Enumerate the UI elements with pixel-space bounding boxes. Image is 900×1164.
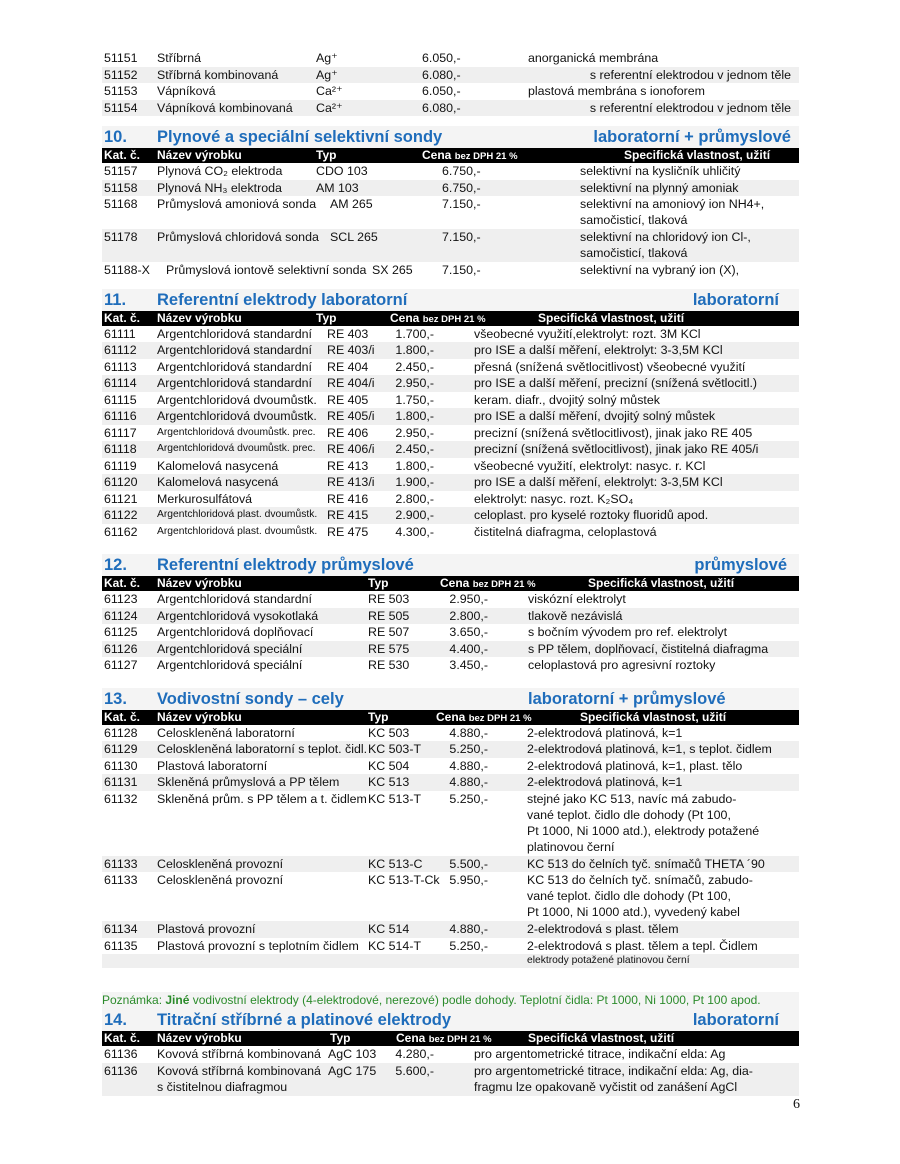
cell-spec: KC 513 do čelních tyč. snímačů, zabudo- vané teplot. čidlo dle dohody (Pt 100, Pt 1000, Ni 1000 atd.), vyvedený kabel (527, 873, 753, 919)
cell-kat: 61136 (104, 1063, 138, 1078)
cell-typ: RE 416 (327, 491, 369, 506)
table-row (102, 774, 799, 791)
table-row (102, 100, 799, 117)
cell-name: Kovová stříbrná kombinovaná (157, 1047, 321, 1061)
cell-name: Plastová laboratorní (157, 758, 268, 773)
cell-typ: RE 406/i (327, 442, 375, 456)
cell-spec: 2-elektrodová platinová, k=1 (527, 725, 683, 740)
cell-cena: 2.950,- (449, 592, 488, 606)
cell-cena: 1.800,- (395, 343, 434, 357)
section-title: Titrační stříbrné a platinové elektrody (157, 1011, 452, 1029)
cell-name: Argentchloridová dvoumůstk. prec. (157, 443, 316, 454)
cell-name: Argentchloridová standardní (157, 592, 312, 606)
cell-typ: Ag⁺ (316, 67, 338, 82)
cell-kat: 61119 (104, 458, 137, 473)
section-10-title (102, 126, 799, 148)
cell-spec: 2-elektrodová platinová, k=1 (527, 775, 683, 789)
section-13-extra (102, 954, 799, 968)
cell-kat: 61125 (104, 625, 138, 639)
table-row (102, 83, 799, 100)
cell-spec: tlakově nezávislá (528, 608, 623, 623)
table-row (102, 741, 799, 758)
cell-kat: 61131 (104, 775, 138, 789)
section-category: laboratorní + průmyslové (528, 689, 726, 708)
cell-kat: 61124 (104, 608, 138, 623)
cell-typ: RE 406 (327, 425, 369, 440)
cell-typ: RE 405/i (327, 409, 375, 423)
cell-typ: KC 513-T-Ck (368, 873, 440, 887)
cell-name: Plastová provozní (157, 922, 256, 936)
cell-typ: SCL 265 (330, 230, 378, 244)
cell-cena: 3.650,- (449, 625, 488, 639)
header-cena: Cena bez DPH 21 % (396, 1031, 492, 1045)
cell-typ: RE 413 (327, 458, 369, 473)
cell-spec: celoplastová pro agresivní roztoky (528, 658, 716, 672)
cell-spec: selektivní na plynný amoniak (580, 180, 739, 195)
cell-name: Plynová NH₃ elektroda (157, 180, 282, 195)
cell-spec: s referentní elektrodou v jednom těle (589, 67, 791, 82)
table-row (102, 491, 799, 508)
cell-typ: KC 513-C (368, 856, 423, 871)
cell-cena: 5.500,- (449, 856, 488, 871)
cell-kat: 61129 (104, 742, 138, 756)
cell-name: Celoskleněná laboratorní (157, 725, 295, 740)
cell-spec: s PP tělem, doplňovací, čistitelná diafragma (528, 641, 769, 656)
header-spec: Specifická vlastnost, užití (624, 148, 771, 162)
table-row (102, 408, 799, 425)
cell-cena: 2.950,- (395, 425, 434, 440)
cell-spec: viskózní elektrolyt (528, 592, 626, 606)
cell-cena: 5.600,- (395, 1063, 434, 1078)
cell-spec: 2-elektrodová s plast. tělem (527, 922, 679, 936)
cell-typ: RE 505 (368, 608, 410, 623)
cell-cena: 5.250,- (449, 791, 488, 806)
table-row (102, 624, 799, 641)
table-row (102, 163, 799, 180)
header-kat: Kat. č. (104, 148, 141, 162)
cell-spec: pro argentometrické titrace, indikační elda: Ag, dia- fragmu lze opakovaně vyčistit od zanášení AgCl (474, 1063, 753, 1094)
cell-kat: 61126 (104, 641, 138, 656)
cell-typ: KC 513 (368, 775, 410, 789)
section-category: průmyslové (694, 556, 787, 574)
cell-name: Stříbrná kombinovaná (157, 67, 279, 82)
cell-spec: selektivní na vybraný ion (X), (580, 263, 740, 277)
cell-spec: plastová membrána s ionoforem (528, 84, 705, 98)
cell-name: Argentchloridová standardní (157, 343, 312, 357)
cell-cena: 6.050,- (422, 51, 461, 65)
cell-name: Argentchloridová standardní (157, 376, 312, 390)
header-name: Název výrobku (157, 709, 242, 724)
header-typ: Typ (368, 709, 389, 724)
cell-kat: 61134 (104, 922, 138, 936)
cell-typ: RE 415 (327, 508, 369, 522)
cell-cena: 4.400,- (449, 641, 488, 656)
cell-typ: SX 265 (372, 263, 413, 277)
cell-typ: AM 103 (316, 180, 359, 195)
cell-name: Skleněná prům. s PP tělem a t. čidlem (157, 791, 367, 806)
page-number: 6 (793, 1097, 800, 1112)
header-name: Název výrobku (157, 1031, 242, 1045)
cell-kat: 61127 (104, 658, 138, 672)
table-row (102, 938, 799, 955)
section-title: Referentní elektrody průmyslové (157, 556, 414, 574)
cell-kat: 61112 (104, 343, 137, 357)
header-cena: Cena bez DPH 21 % (440, 576, 536, 590)
cell-spec: 2-elektrodová platinová, k=1, plast. tělo (527, 758, 743, 773)
cell-cena: 1.800,- (395, 409, 434, 423)
cell-spec: 2-elektrodová s plast. tělem a tepl. Čidlem (527, 938, 758, 953)
cell-kat: 61128 (104, 725, 138, 740)
header-kat: Kat. č. (104, 310, 141, 325)
cell-cena: 1.800,- (395, 458, 434, 473)
cell-cena: 4.880,- (449, 922, 488, 936)
cell-typ: CDO 103 (316, 164, 368, 178)
table-row (102, 392, 799, 409)
table-header (102, 1031, 799, 1046)
header-typ: Typ (316, 310, 337, 325)
cell-spec: selektivní na chloridový ion Cl-, samočisticí, tlaková (580, 230, 751, 260)
cell-kat: 61117 (104, 425, 137, 440)
cell-kat: 61133 (104, 856, 138, 871)
section-12-title (102, 554, 799, 576)
cell-spec: všeobecné využití,elektrolyt: rozt. 3M KCl (474, 326, 701, 341)
cell-spec: všeobecné využití, elektrolyt: nasyc. r. KCl (474, 458, 706, 473)
cell-kat: 61162 (104, 524, 138, 539)
cell-name: Argentchloridová vysokotlaká (157, 608, 319, 623)
cell-cena: 5.250,- (449, 938, 488, 953)
table-row (102, 229, 799, 262)
header-typ: Typ (330, 1031, 351, 1045)
cell-cena: 6.080,- (422, 67, 461, 82)
cell-kat: 61111 (104, 326, 136, 341)
cell-kat: 61132 (104, 791, 138, 806)
top-rows (102, 50, 799, 116)
cell-name: Vápníková kombinovaná (157, 100, 293, 115)
section-category: laboratorní (692, 290, 779, 309)
header-kat: Kat. č. (104, 576, 141, 590)
section-12-rows (102, 591, 799, 674)
cell-cena: 1.700,- (395, 326, 434, 341)
section-title: Referentní elektrody laboratorní (157, 290, 408, 309)
cell-name: Argentchloridová speciální (157, 658, 303, 672)
table-header (102, 148, 799, 163)
table-header (102, 311, 799, 326)
section-14-rows (102, 1046, 799, 1096)
cell-name: Argentchloridová doplňovací (157, 625, 314, 639)
cell-name: Plastová provozní s teplotním čidlem (157, 938, 359, 953)
cell-spec: pro argentometrické titrace, indikační elda: Ag (474, 1047, 726, 1061)
section-11-rows (102, 326, 799, 541)
header-kat: Kat. č. (104, 1031, 141, 1045)
section-14-title (102, 1009, 799, 1031)
cell-spec: pro ISE a další měření, elektrolyt: 3-3,5M KCl (474, 475, 723, 489)
cell-typ: RE 404/i (327, 376, 375, 390)
cell-typ: AgC 103 (328, 1047, 377, 1061)
note-text: vodivostní elektrody (4-elektrodové, nerezové) podle dohody. Teplotní čidla: Pt 1000, Ni 1000, Pt 100 apod. (189, 993, 761, 1007)
table-row (102, 725, 799, 742)
extra-note: elektrody potažené platinovou černí (527, 955, 690, 966)
table-row (102, 856, 799, 873)
table-row (102, 375, 799, 392)
cell-typ: RE 403/i (327, 343, 375, 357)
cell-typ: RE 403 (327, 326, 369, 341)
cell-name: Argentchloridová dvoumůstk. prec. (157, 426, 316, 438)
cell-spec: pro ISE a další měření, precizní (snížená světlocitl.) (474, 376, 758, 390)
cell-typ: Ca²⁺ (316, 84, 343, 98)
cell-spec: pro ISE a další měření, dvojitý solný můstek (474, 409, 716, 423)
table-row (102, 458, 799, 475)
header-name: Název výrobku (157, 148, 242, 162)
table-row (102, 641, 799, 658)
cell-name: Kalomelová nasycená (157, 475, 279, 489)
cell-kat: 51152 (104, 67, 138, 82)
cell-kat: 61122 (104, 508, 138, 522)
cell-kat: 51153 (104, 84, 138, 98)
table-row (102, 342, 799, 359)
cell-kat: 51151 (104, 51, 138, 65)
cell-typ: RE 503 (368, 592, 410, 606)
cell-cena: 7.150,- (442, 230, 481, 244)
cell-cena: 2.800,- (449, 608, 488, 623)
cell-cena: 1.750,- (395, 392, 434, 407)
cell-name: Argentchloridová plast. dvoumůstk. (157, 509, 318, 520)
cell-name: Skleněná průmyslová a PP tělem (157, 775, 340, 789)
header-spec: Specifická vlastnost, užití (588, 576, 735, 590)
section-number: 11. (104, 290, 127, 309)
cell-name: Stříbrná (157, 51, 202, 65)
header-typ: Typ (316, 148, 337, 162)
table-row (102, 1063, 799, 1096)
section-category: laboratorní + průmyslové (593, 128, 791, 146)
note-prefix: Poznámka: (102, 993, 166, 1007)
cell-cena: 5.250,- (449, 742, 488, 756)
cell-spec: KC 513 do čelních tyč. snímačů THETA ´90 (527, 856, 765, 871)
cell-spec: čistitelná diafragma, celoplastová (474, 524, 657, 539)
cell-name: Průmyslová amoniová sonda (157, 197, 317, 211)
table-row (102, 791, 799, 856)
table-row (102, 180, 799, 197)
cell-name: Argentchloridová dvoumůstk. (157, 392, 317, 407)
header-cena: Cena bez DPH 21 % (422, 148, 518, 162)
cell-spec: s bočním vývodem pro ref. elektrolyt (528, 625, 728, 639)
table-row (102, 872, 799, 921)
cell-kat: 61113 (104, 359, 137, 374)
header-cena: Cena bez DPH 21 % (390, 310, 486, 325)
table-row (102, 921, 799, 938)
cell-cena: 6.080,- (422, 100, 461, 115)
cell-kat: 51154 (104, 100, 138, 115)
cell-typ: Ca²⁺ (316, 100, 343, 115)
header-typ: Typ (368, 576, 389, 590)
cell-name: Kalomelová nasycená (157, 458, 279, 473)
cell-spec: 2-elektrodová platinová, k=1, s teplot. čidlem (527, 742, 772, 756)
section-title: Vodivostní sondy – cely (157, 689, 344, 708)
cell-spec: selektivní na kysličník uhličitý (580, 164, 741, 178)
table-row (102, 441, 799, 458)
section-number: 12. (104, 556, 127, 574)
cell-kat: 61133 (104, 873, 138, 887)
note-bold: Jiné (165, 993, 190, 1007)
table-row (102, 591, 799, 608)
cell-typ: RE 405 (327, 392, 369, 407)
price-list-page (102, 50, 799, 1096)
section-11-title (102, 289, 799, 311)
cell-name: Merkurosulfátová (157, 491, 253, 506)
cell-cena: 2.900,- (395, 508, 434, 522)
cell-cena: 4.880,- (449, 758, 488, 773)
cell-spec: precizní (snížená světlocitlivost), jinak jako RE 405 (474, 425, 753, 440)
cell-cena: 6.050,- (422, 84, 461, 98)
cell-name: Průmyslová chloridová sonda (157, 230, 319, 244)
cell-cena: 4.300,- (395, 524, 434, 539)
cell-name: Plynová CO₂ elektroda (157, 164, 283, 178)
cell-typ: KC 504 (368, 758, 410, 773)
cell-typ: RE 530 (368, 658, 410, 672)
cell-spec: selektivní na amoniový ion NH4+, samočisticí, tlaková (580, 197, 765, 227)
cell-typ: RE 475 (327, 524, 369, 539)
cell-kat: 51178 (104, 230, 138, 244)
cell-typ: RE 404 (327, 359, 369, 374)
cell-cena: 4.880,- (449, 775, 488, 789)
header-spec: Specifická vlastnost, užití (538, 310, 685, 325)
cell-kat: 61135 (104, 938, 138, 953)
section-13-title (102, 688, 799, 710)
cell-kat: 51168 (104, 197, 138, 211)
cell-name: Argentchloridová speciální (157, 641, 303, 656)
cell-name: Kovová stříbrná kombinovaná s čistitelnou diafragmou (157, 1063, 321, 1094)
cell-typ: KC 514 (368, 922, 410, 936)
cell-typ: KC 503 (368, 725, 410, 740)
cell-typ: Ag⁺ (316, 51, 338, 65)
table-row (102, 359, 799, 376)
table-row (102, 524, 799, 541)
cell-typ: RE 507 (368, 625, 410, 639)
cell-kat: 61115 (104, 392, 137, 407)
cell-name: Argentchloridová dvoumůstk. (157, 409, 317, 423)
cell-typ: KC 514-T (368, 938, 422, 953)
cell-name: Celoskleněná provozní (157, 856, 284, 871)
cell-cena: 3.450,- (449, 658, 488, 672)
cell-cena: 4.880,- (449, 725, 488, 740)
cell-kat: 51157 (104, 164, 138, 178)
cell-cena: 4.280,- (395, 1047, 434, 1061)
cell-cena: 2.950,- (395, 376, 434, 390)
cell-name: Celoskleněná provozní (157, 873, 284, 887)
section-number: 13. (104, 689, 127, 708)
cell-cena: 6.750,- (442, 164, 481, 178)
section-13-rows (102, 725, 799, 955)
cell-typ: RE 575 (368, 641, 410, 656)
header-name: Název výrobku (157, 576, 242, 590)
cell-spec: precizní (snížená světlocitlivost), jinak jako RE 405/i (474, 442, 759, 456)
header-name: Název výrobku (157, 310, 242, 325)
cell-cena: 7.150,- (442, 197, 481, 211)
cell-cena: 7.150,- (442, 263, 481, 277)
cell-kat: 51188-X (104, 263, 150, 277)
cell-typ: KC 513-T (368, 791, 422, 806)
cell-name: Argentchloridová plast. dvoumůstk. (157, 525, 318, 537)
header-spec: Specifická vlastnost, užití (528, 1031, 675, 1045)
cell-cena: 2.450,- (395, 442, 434, 456)
cell-name: Průmyslová iontově selektivní sonda (166, 263, 367, 277)
table-row (102, 67, 799, 84)
cell-kat: 61121 (104, 491, 138, 506)
cell-cena: 2.800,- (395, 491, 434, 506)
cell-spec: přesná (snížená světlocitlivost) všeobecné využití (474, 359, 746, 374)
table-row (102, 50, 799, 67)
section-10-rows (102, 163, 799, 279)
cell-typ: AgC 175 (328, 1063, 377, 1078)
cell-spec: pro ISE a další měření, elektrolyt: 3-3,5M KCl (474, 343, 723, 357)
table-row (102, 1046, 799, 1063)
table-row (102, 507, 799, 524)
cell-typ: KC 503-T (368, 742, 422, 756)
table-row (102, 758, 799, 775)
cell-kat: 51158 (104, 180, 138, 195)
cell-cena: 1.900,- (395, 475, 434, 489)
table-row (102, 608, 799, 625)
table-row (102, 196, 799, 229)
cell-kat: 61123 (104, 592, 138, 606)
cell-cena: 2.450,- (395, 359, 434, 374)
cell-cena: 6.750,- (442, 180, 481, 195)
cell-spec: anorganická membrána (528, 51, 659, 65)
table-header (102, 576, 799, 591)
cell-kat: 61118 (104, 442, 137, 456)
header-cena: Cena bez DPH 21 % (436, 709, 532, 724)
table-row (102, 262, 799, 279)
cell-cena: 5.950,- (449, 873, 488, 887)
cell-spec: keram. diafr., dvojitý solný můstek (474, 392, 660, 407)
header-spec: Specifická vlastnost, užití (580, 709, 727, 724)
section-number: 14. (104, 1011, 127, 1029)
table-row (102, 425, 799, 442)
table-row (102, 326, 799, 343)
cell-kat: 61136 (104, 1047, 138, 1061)
cell-name: Vápníková (157, 84, 216, 98)
cell-typ: AM 265 (330, 197, 373, 211)
cell-spec: s referentní elektrodou v jednom těle (589, 100, 791, 115)
section-category: laboratorní (692, 1011, 779, 1029)
table-row (102, 474, 799, 491)
section-number: 10. (104, 128, 127, 146)
cell-name: Celoskleněná laboratorní s teplot. čidl. (157, 742, 368, 756)
section-title: Plynové a speciální selektivní sondy (157, 128, 443, 146)
cell-kat: 61114 (104, 376, 137, 390)
header-kat: Kat. č. (104, 709, 141, 724)
table-row (102, 657, 799, 674)
note (102, 992, 799, 1009)
cell-kat: 61116 (104, 409, 137, 423)
cell-name: Argentchloridová standardní (157, 326, 312, 341)
table-header (102, 710, 799, 725)
cell-kat: 61120 (104, 475, 138, 489)
cell-spec: elektrolyt: nasyc. rozt. K₂SO₄ (474, 491, 634, 506)
cell-spec: stejné jako KC 513, navíc má zabudo- vané teplot. čidlo dle dohody (Pt 100, Pt 1000, Ni 1000 atd.), elektrody potažené platinovou černí (527, 791, 760, 854)
cell-spec: celoplast. pro kyselé roztoky fluoridů apod. (474, 508, 709, 522)
cell-typ: RE 413/i (327, 475, 375, 489)
cell-name: Argentchloridová standardní (157, 359, 312, 374)
cell-kat: 61130 (104, 758, 138, 773)
